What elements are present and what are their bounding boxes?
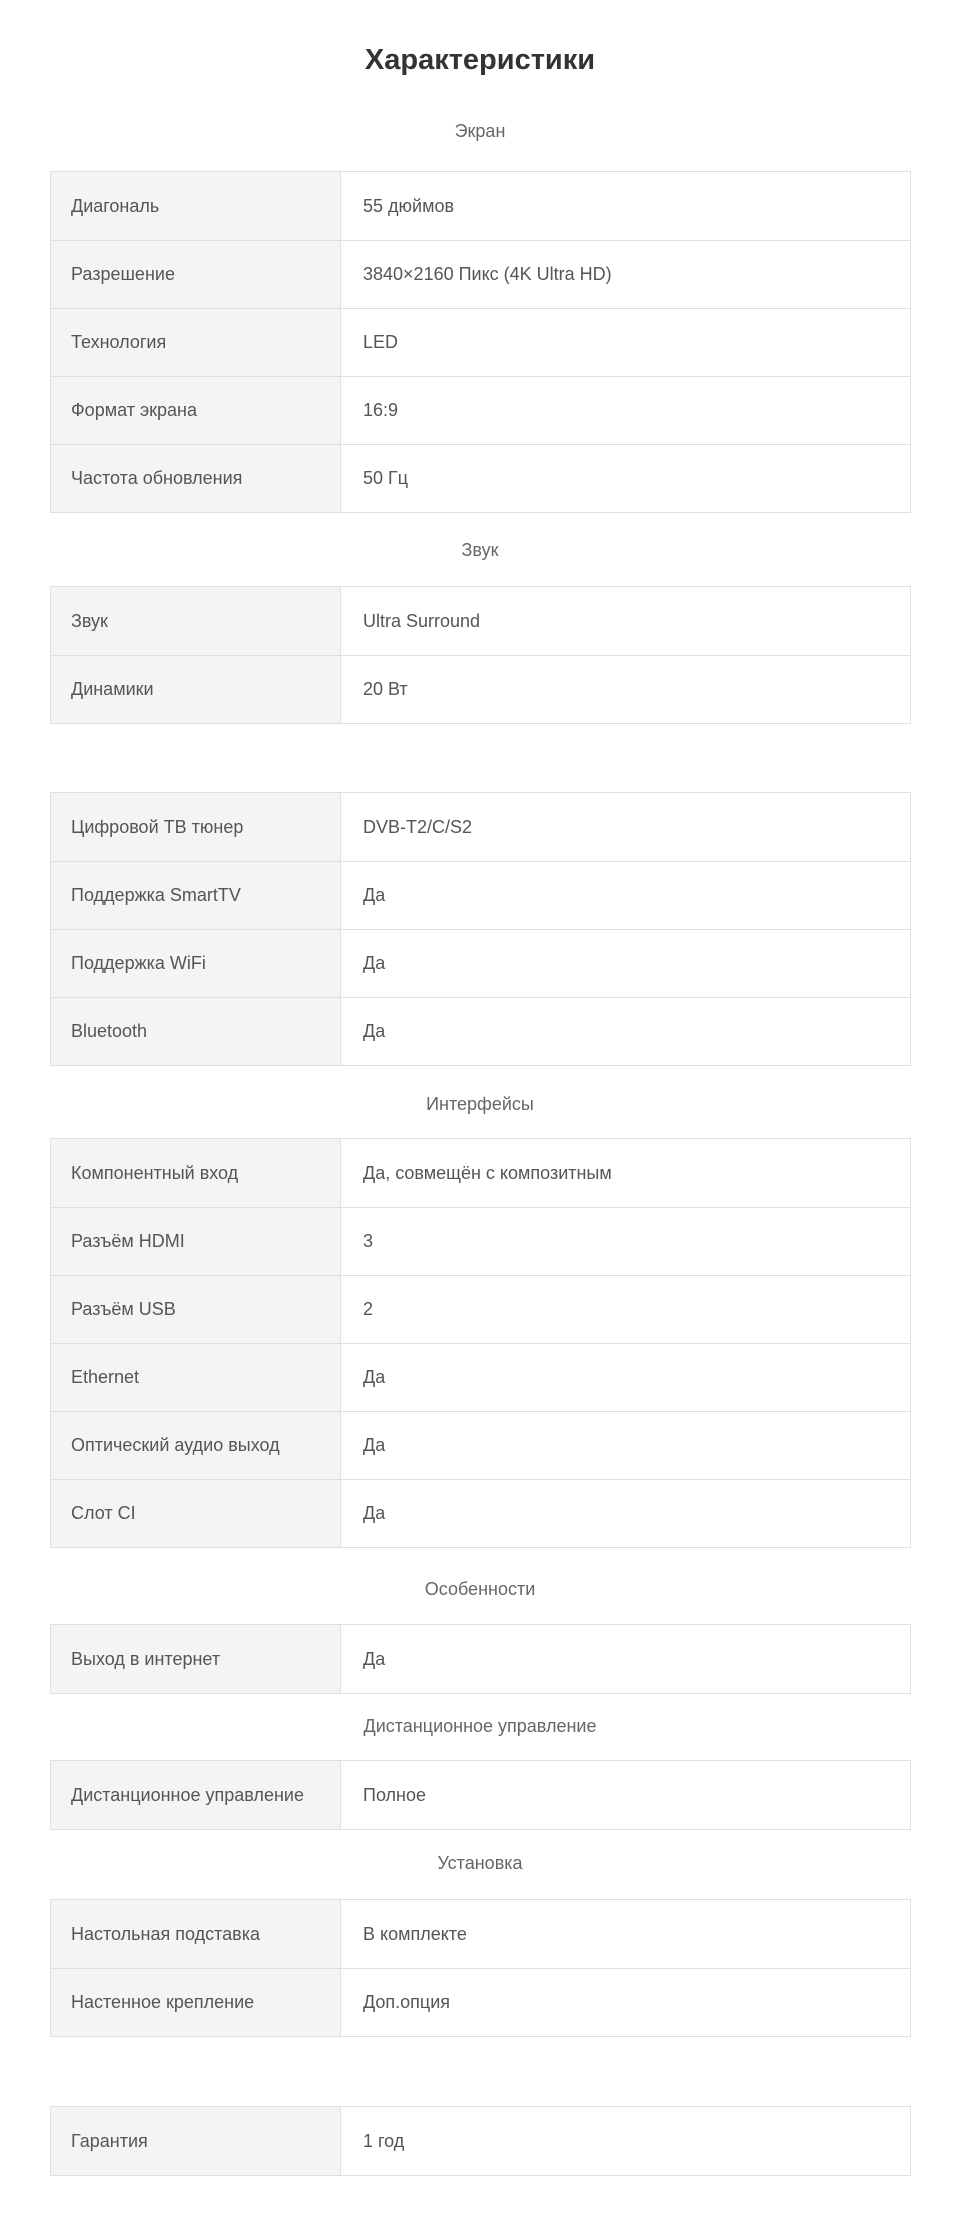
spec-name: Гарантия: [51, 2107, 341, 2175]
table-row: [51, 1479, 910, 1547]
section-title-installation: Установка: [437, 1853, 523, 1873]
table-row: [51, 1139, 910, 1207]
spec-name: Разъём USB: [51, 1276, 341, 1343]
spec-value: Да: [363, 1503, 386, 1523]
spec-value: Доп.опция: [363, 1992, 451, 2012]
spec-name: Выход в интернет: [51, 1625, 341, 1693]
spec-name: Ethernet: [51, 1344, 341, 1411]
spec-name: Разрешение: [51, 241, 341, 308]
spec-name: Настенное крепление: [51, 1969, 341, 2036]
spec-table-sound: [50, 586, 911, 724]
spec-name: Частота обновления: [51, 445, 341, 512]
spec-name: Разъём HDMI: [51, 1208, 341, 1275]
spec-table-smart: [50, 792, 911, 1066]
spec-table-remote: [50, 1760, 911, 1830]
spec-value: 2: [363, 1299, 374, 1319]
table-row: [51, 1411, 910, 1479]
spec-name: Оптический аудио выход: [51, 1412, 341, 1479]
spec-value: 50 Гц: [363, 468, 409, 488]
spec-name: Звук: [51, 587, 341, 655]
table-row: [51, 1761, 910, 1829]
spec-name: Цифровой ТВ тюнер: [51, 793, 341, 861]
page-title: Характеристики: [364, 44, 596, 76]
spec-name: Диагональ: [51, 172, 341, 240]
spec-name: Поддержка WiFi: [51, 930, 341, 997]
spec-name: Дистанционное управление: [51, 1761, 341, 1829]
spec-value: 3840×2160 Пикс (4K Ultra HD): [363, 264, 612, 284]
table-row: [51, 444, 910, 512]
table-row: [51, 1968, 910, 2036]
table-row: [51, 240, 910, 308]
section-title-interfaces: Интерфейсы: [426, 1094, 534, 1114]
spec-table-warranty: [50, 2106, 911, 2176]
section-title-features: Особенности: [424, 1579, 536, 1599]
table-row: [51, 793, 910, 861]
spec-value: 20 Вт: [363, 679, 408, 699]
table-row: [51, 2107, 910, 2175]
spec-value: Ultra Surround: [363, 610, 481, 631]
table-row: [51, 308, 910, 376]
table-row: [51, 1207, 910, 1275]
spec-value: Да: [363, 1648, 386, 1669]
table-row: [51, 1625, 910, 1693]
spec-value: 55 дюймов: [363, 195, 455, 216]
spec-name: Динамики: [51, 656, 341, 723]
table-row: [51, 1275, 910, 1343]
table-row: [51, 1900, 910, 1968]
spec-value: Да, совмещён с композитным: [363, 1162, 612, 1183]
spec-table-features: [50, 1624, 911, 1694]
spec-value: Полное: [363, 1784, 427, 1805]
spec-value: LED: [363, 332, 399, 352]
section-title-screen: Экран: [454, 121, 506, 141]
spec-name: Поддержка SmartTV: [51, 862, 341, 929]
table-row: [51, 997, 910, 1065]
spec-value: В комплекте: [363, 1923, 467, 1944]
spec-name: Технология: [51, 309, 341, 376]
table-row: [51, 1343, 910, 1411]
spec-table-installation: [50, 1899, 911, 2037]
spec-value: Да: [363, 953, 386, 973]
table-row: [51, 655, 910, 723]
section-title-remote: Дистанционное управление: [363, 1716, 597, 1736]
spec-name: Bluetooth: [51, 998, 341, 1065]
table-row: [51, 861, 910, 929]
spec-value: Да: [363, 885, 386, 905]
spec-value: Да: [363, 1367, 386, 1387]
spec-table-screen: [50, 171, 911, 513]
spec-value: 3: [363, 1231, 374, 1251]
table-row: [51, 929, 910, 997]
spec-value: 16:9: [363, 400, 399, 420]
spec-name: Настольная подставка: [51, 1900, 341, 1968]
spec-value: DVB-T2/C/S2: [363, 816, 473, 837]
spec-table-interfaces: [50, 1138, 911, 1548]
spec-value: Да: [363, 1021, 386, 1041]
spec-name: Формат экрана: [51, 377, 341, 444]
table-row: [51, 172, 910, 240]
spec-name: Компонентный вход: [51, 1139, 341, 1207]
table-row: [51, 587, 910, 655]
spec-value: 1 год: [363, 2130, 405, 2151]
spec-value: Да: [363, 1435, 386, 1455]
spec-name: Слот CI: [51, 1480, 341, 1547]
section-title-sound: Звук: [461, 540, 499, 560]
table-row: [51, 376, 910, 444]
